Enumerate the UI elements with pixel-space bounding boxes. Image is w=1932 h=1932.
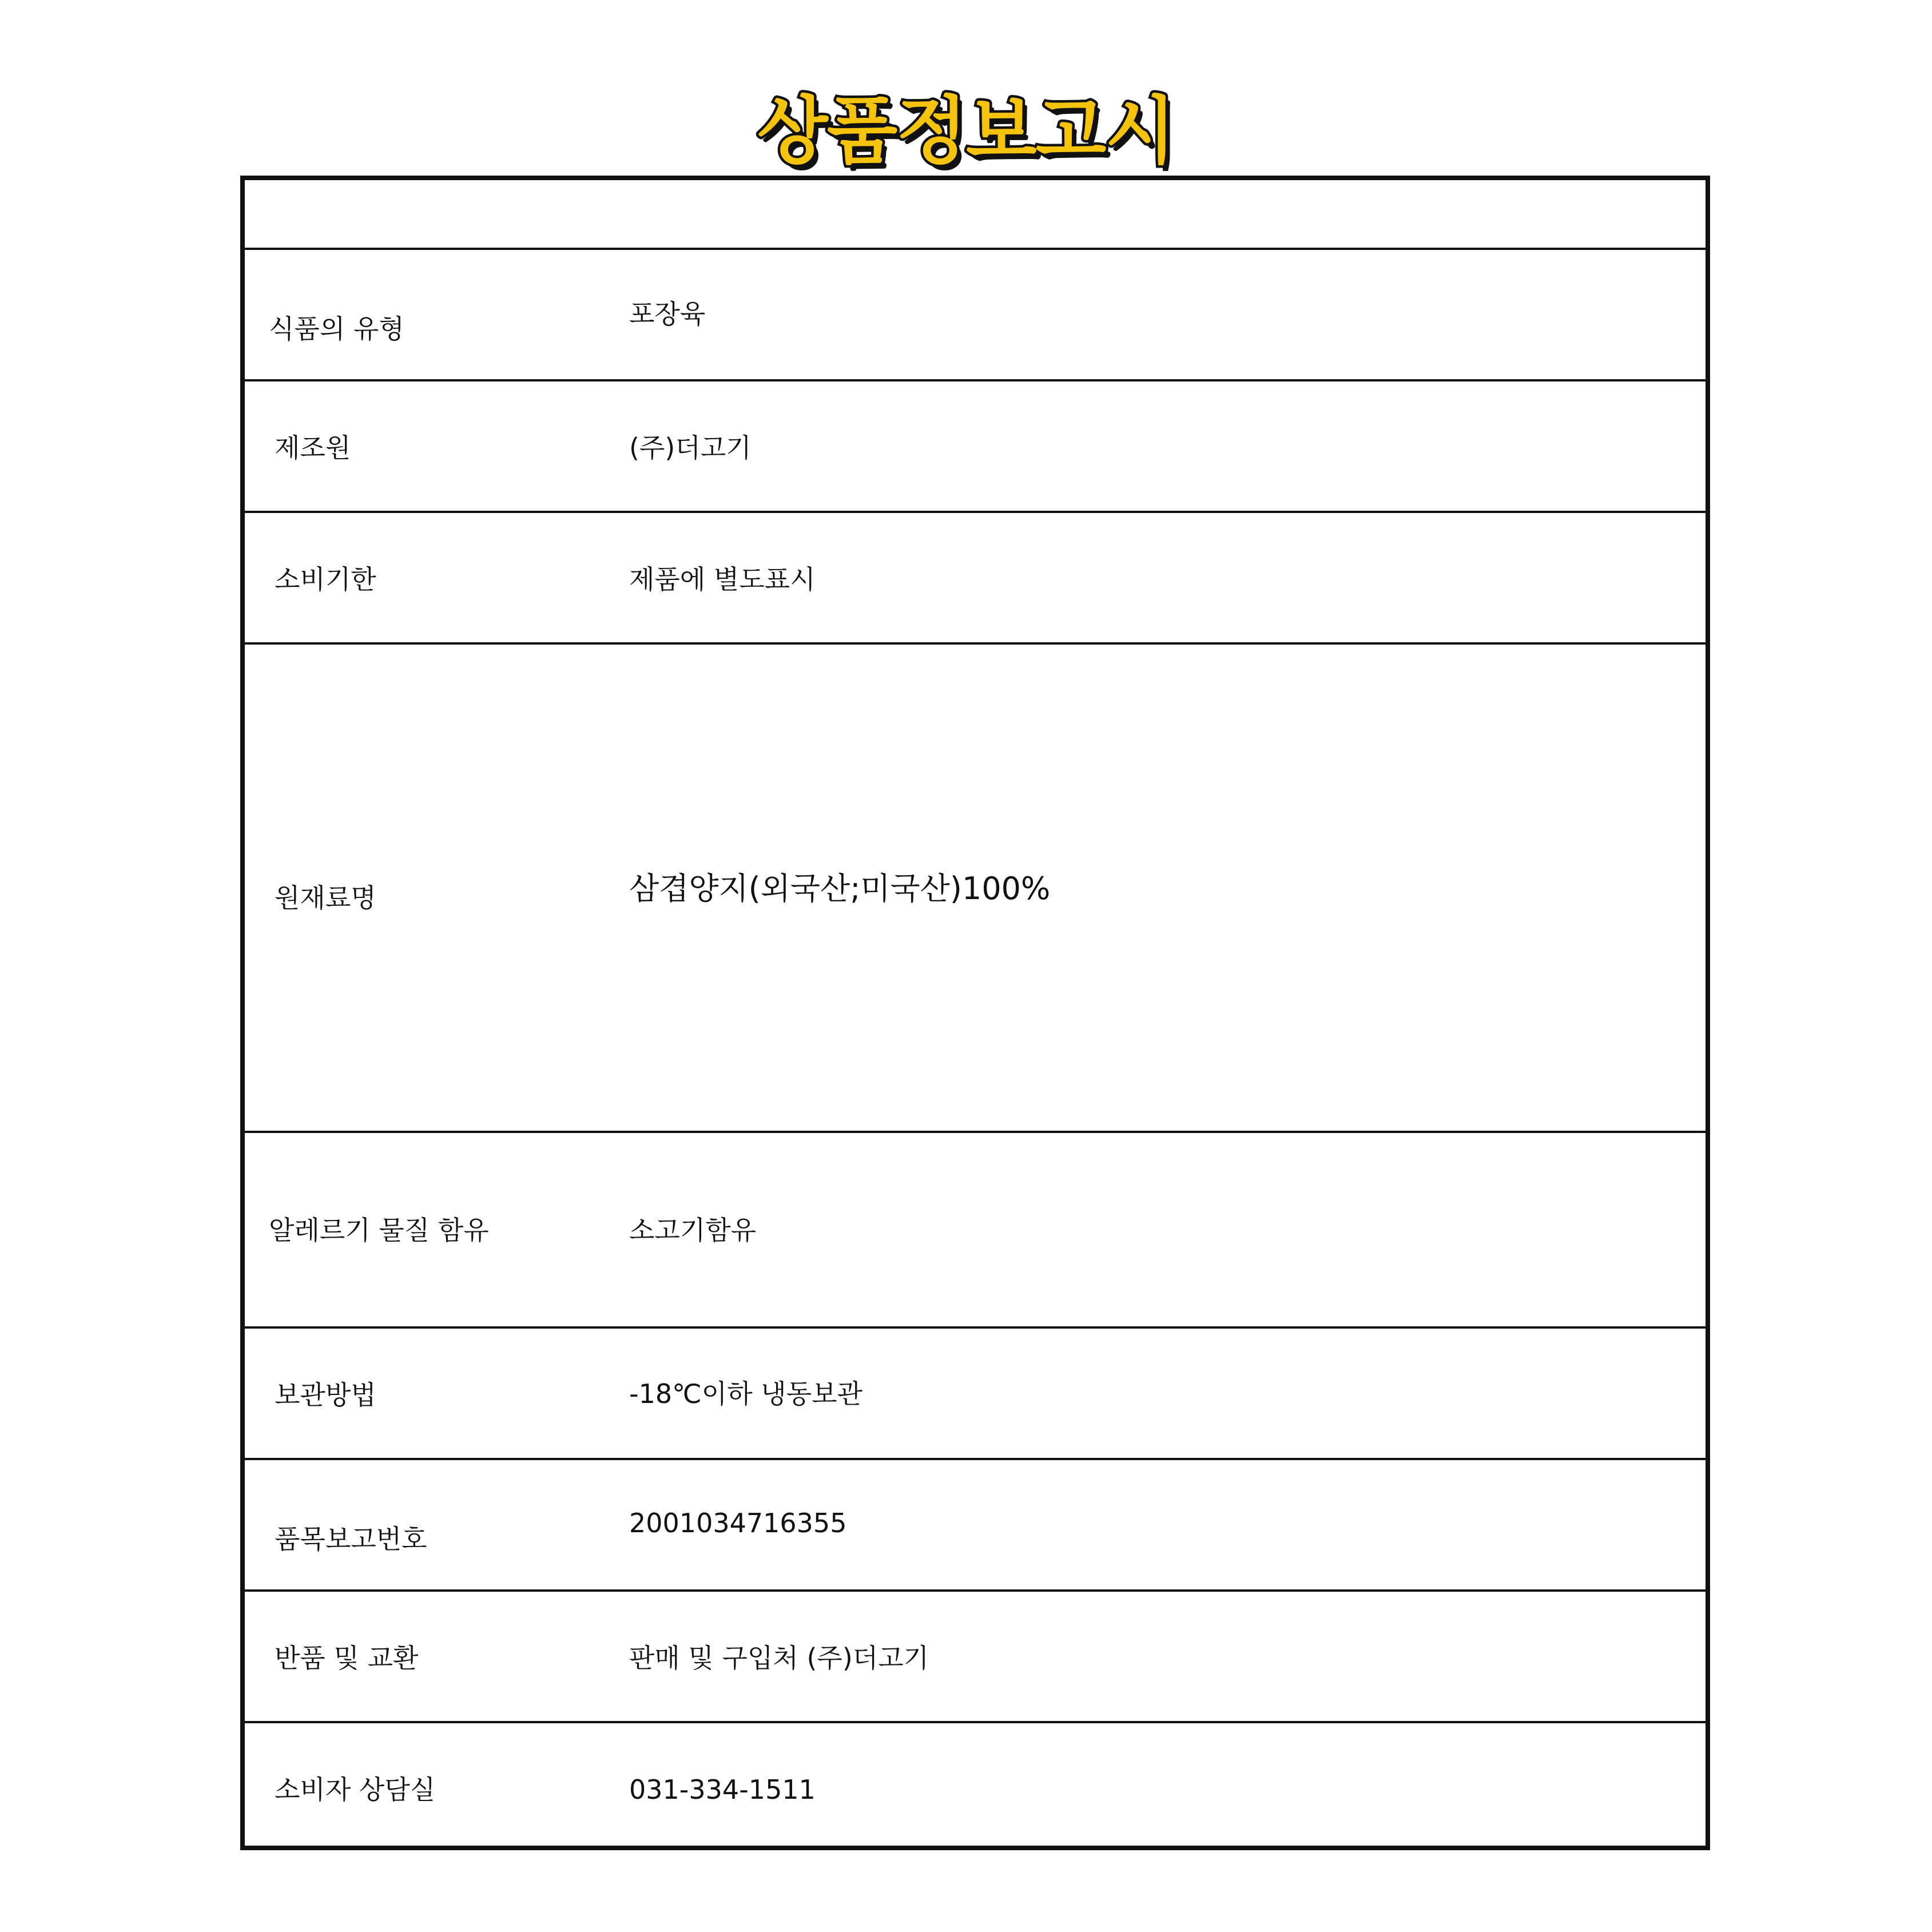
row-value: 판매 및 구입처 (주)더고기 xyxy=(629,1643,929,1673)
table-row-allergens xyxy=(245,1133,1706,1329)
row-value: 2001034716355 xyxy=(629,1508,847,1539)
table-row-report-number xyxy=(245,1460,1706,1592)
table-row-manufacturer xyxy=(245,381,1706,513)
table-row-food-type xyxy=(245,250,1706,381)
row-value: 포장육 xyxy=(629,299,706,329)
table-header-row xyxy=(245,180,1706,250)
row-value: 031-334-1511 xyxy=(629,1774,816,1805)
row-label: 알레르기 물질 함유 xyxy=(269,1215,489,1246)
row-value: (주)더고기 xyxy=(629,432,752,463)
row-value: 삼겹양지(외국산;미국산)100% xyxy=(629,870,1051,907)
table-row-ingredients xyxy=(245,645,1706,1133)
row-label: 식품의 유형 xyxy=(269,313,404,344)
table-row-storage xyxy=(245,1329,1706,1460)
row-label: 보관방법 xyxy=(275,1380,376,1410)
row-label: 소비기한 xyxy=(275,564,376,595)
row-value: 소고기함유 xyxy=(629,1215,757,1246)
row-label: 원재료명 xyxy=(275,882,376,913)
table-row-expiry xyxy=(245,513,1706,645)
table-row-returns xyxy=(245,1592,1706,1723)
page-title: 상품정보고시 xyxy=(757,89,1175,174)
row-label: 반품 및 교환 xyxy=(275,1643,419,1673)
table-row-customer-service xyxy=(245,1723,1706,1850)
row-label: 제조원 xyxy=(275,432,351,463)
product-info-table xyxy=(240,176,1710,1850)
row-value: -18℃이하 냉동보관 xyxy=(629,1378,863,1409)
row-value: 제품에 별도표시 xyxy=(629,564,816,595)
row-label: 소비자 상담실 xyxy=(275,1774,436,1805)
row-label: 품목보고번호 xyxy=(275,1524,427,1555)
